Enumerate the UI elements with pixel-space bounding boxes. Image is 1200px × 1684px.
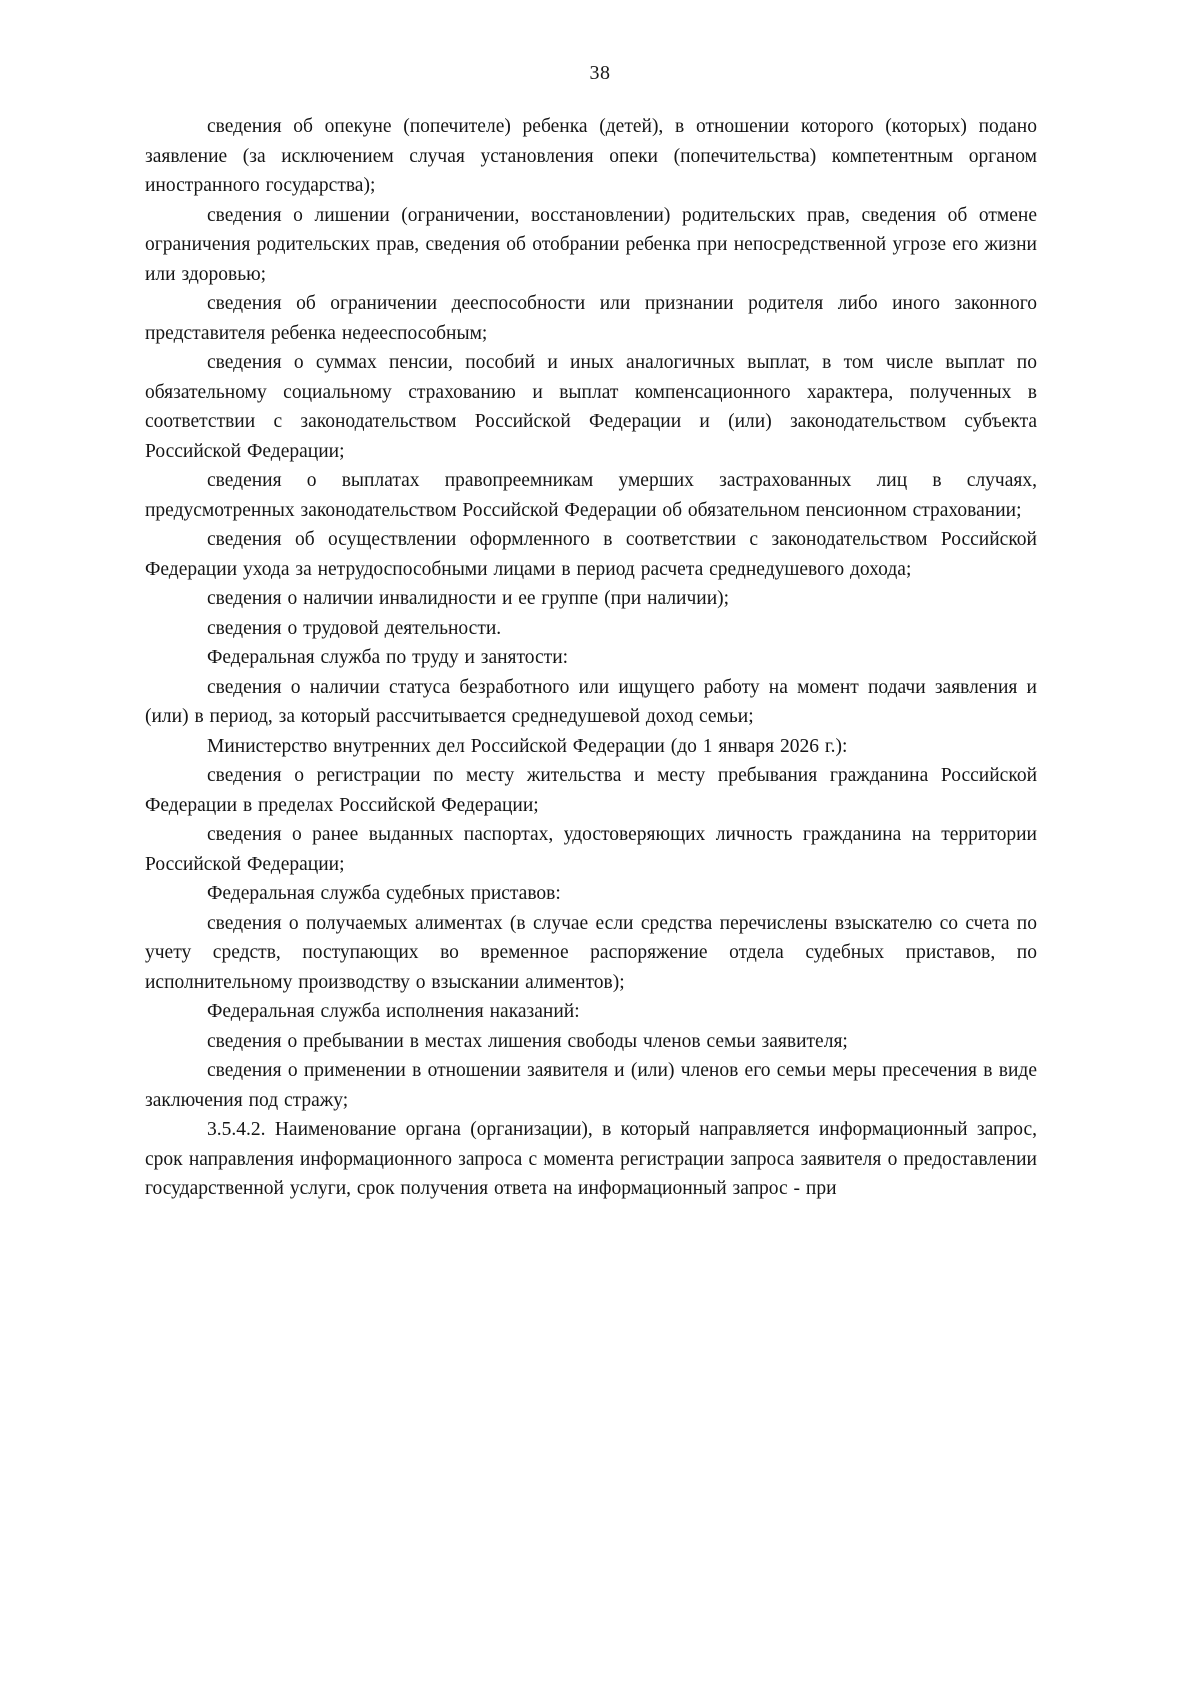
paragraph: сведения о пребывании в местах лишения свободы членов семьи заявителя; (207, 1030, 848, 1052)
paragraph: сведения о получаемых алиментах (в случае если средства перечислены взыскателю со счета по учету средств, поступающих во временное распоряжение отдела судебных приставов, по исполнительному производству о взыскании алиментов); (145, 912, 1037, 993)
paragraph: сведения о применении в отношении заявителя и (или) членов его семьи меры пресечения в виде заключения под стражу; (145, 1060, 1037, 1111)
paragraph: сведения о выплатах правопреемникам умерших застрахованных лиц в случаях, предусмотренных законодательством Российской Федерации об обязательном пенсионном страховании; (145, 470, 1037, 521)
paragraph: сведения о регистрации по месту жительства и месту пребывания гражданина Российской Федерации в пределах Российской Федерации; (145, 765, 1037, 816)
paragraph: сведения о лишении (ограничении, восстановлении) родительских прав, сведения об отмене ограничения родительских прав, сведения об отобрании ребенка при непосредственной угрозе его жизни или здоровью; (145, 204, 1037, 285)
paragraph: Федеральная служба судебных приставов: (207, 883, 561, 904)
paragraph: сведения об опекуне (попечителе) ребенка (детей), в отношении которого (которых) подано заявление (за исключением случая установления опеки (попечительства) компетентным органом иностранного государства); (145, 116, 1037, 196)
paragraph: 3.5.4.2. Наименование органа (организации), в который направляется информационный запрос, срок направления информационного запроса с момента регистрации запроса заявителя о предоставлении государственной услуги, срок получения ответа на информационный запрос - при (145, 1119, 1037, 1199)
document-body (145, 112, 1037, 1204)
paragraph: сведения об осуществлении оформленного в соответствии с законодательством Российской Федерации ухода за нетрудоспособными лицами в период расчета среднедушевого дохода; (145, 529, 1037, 580)
page-number: 38 (589, 62, 611, 84)
paragraph: сведения об ограничении дееспособности или признании родителя либо иного законного представителя ребенка недееспособным; (145, 293, 1037, 344)
paragraph: сведения о трудовой деятельности. (207, 617, 502, 639)
paragraph: Министерство внутренних дел Российской Федерации (до 1 января 2026 г.): (207, 735, 848, 757)
paragraph: сведения о суммах пенсии, пособий и иных аналогичных выплат, в том числе выплат по обязательному социальному страхованию и выплат компенсационного характера, полученных в соответствии с законодательством Российской Федерации и (или) законодательством субъекта Российской Федерации; (145, 352, 1037, 462)
paragraph: сведения о наличии статуса безработного или ищущего работу на момент подачи заявления и (или) в период, за который рассчитывается среднедушевой доход семьи; (145, 676, 1037, 727)
paragraph: Федеральная служба по труду и занятости: (207, 647, 569, 668)
paragraph: Федеральная служба исполнения наказаний: (207, 1001, 580, 1022)
paragraph: сведения о ранее выданных паспортах, удостоверяющих личность гражданина на территории Российской Федерации; (145, 824, 1037, 875)
paragraph: сведения о наличии инвалидности и ее группе (при наличии); (207, 588, 730, 609)
